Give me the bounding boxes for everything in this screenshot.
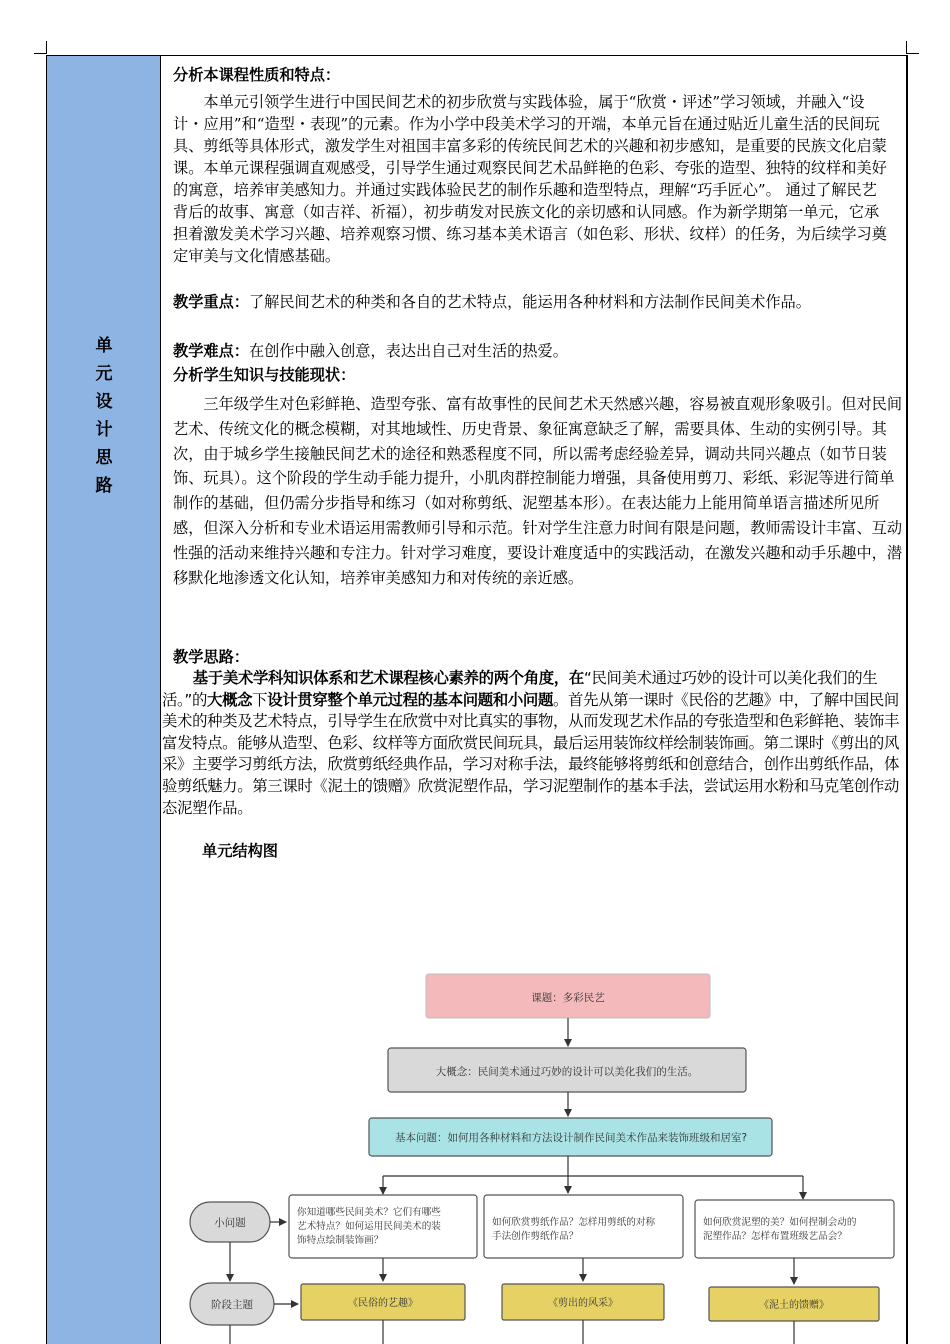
- crop-mark-right: [906, 41, 919, 54]
- small-question-label: 小问题: [214, 1217, 246, 1229]
- question-2-line-1: 如何欣赏剪纸作品？怎样用剪纸的对称: [492, 1217, 656, 1228]
- side-title-char: 计: [95, 420, 113, 440]
- question-box-3: [695, 1200, 894, 1258]
- theme-2-text: 《剪出的风采》: [548, 1298, 618, 1309]
- teaching-idea-text-2: 下: [252, 690, 268, 709]
- teaching-difficulty-text: 在创作中融入创意，表达出自己对生活的热爱。: [248, 342, 568, 360]
- question-3-line-1: 如何欣赏泥塑的美？如何捏制会动的: [703, 1217, 857, 1228]
- teaching-focus-text: 了解民间艺术的种类和各自的艺术特点，能运用各种材料和方法制作民间美术作品。: [248, 293, 811, 311]
- side-title-char: 单: [95, 336, 113, 356]
- side-title-char: 元: [95, 364, 113, 384]
- teaching-difficulty-label: 教学难点：: [173, 342, 249, 360]
- unit-design-table: [46, 55, 908, 1344]
- student-status-heading: 分析学生知识与技能现状：: [173, 366, 356, 384]
- question-1-line-1: 你知道哪些民间美术？它们有哪些: [297, 1207, 441, 1218]
- question-2-line-2: 手法创作剪纸作品？: [492, 1231, 579, 1242]
- content-cell: [162, 56, 906, 1344]
- unit-structure-label: 单元结构图: [202, 842, 278, 860]
- teaching-focus-label: 教学重点：: [173, 293, 249, 311]
- question-1-line-3: 饰特点绘制装饰画？: [297, 1235, 384, 1246]
- theme-1-text: 《民俗的艺趣》: [348, 1298, 418, 1309]
- stage-theme-label: 阶段主题: [211, 1299, 253, 1311]
- side-title: [47, 332, 161, 500]
- side-title-char: 思: [95, 448, 113, 468]
- question-1-line-2: 艺术特点？如何运用民间美术的装: [297, 1221, 441, 1232]
- teaching-idea-bold-3: 大概念: [207, 690, 253, 709]
- crop-mark-left: [34, 41, 47, 54]
- teaching-idea-text-1: “民间美术通过巧妙的设计可以美化我们的生活。”的: [162, 669, 878, 709]
- side-title-char: 路: [95, 476, 113, 496]
- teaching-difficulty: [173, 340, 568, 362]
- basic-question-text: 基本问题：如何用各种材料和方法设计制作民间美术作品来装饰班级和居室?: [394, 1132, 748, 1144]
- course-nature-body: 本单元引领学生进行中国民间艺术的初步欣赏与实践体验，属于“欣赏・评述”学习领域，并融入“设计・应用”和“造型・表现”的元素。作为小学中段美术学习的开端，本单元旨在通过贴近儿童生活的民间玩具、剪纸等具体形式，激发学生对祖国丰富多彩的传统民间艺术的兴趣和初步感知，是重要的民族文化启蒙课。本单元课程强调直观感受，引导学生通过观察民间艺术品鲜艳的色彩、夸张的造型、独特的纹样和美好的寓意，培养审美感知力。并通过实践体验民艺的制作乐趣和造型特点，理解“巧手匠心”。 通过了解民艺背后的故事、寓意（如吉祥、祈福），初步萌发对民族文化的亲切感和认同感。作为新学期第一单元，它承担着激发美术学习兴趣、培养观察习惯、练习基本美术语言（如色彩、形状、纹样）的任务，为后续学习奠定审美与文化情感基础。: [173, 93, 887, 265]
- structure-diagram-svg: [168, 914, 898, 1344]
- theme-3-text: 《泥土的馈赠》: [759, 1300, 829, 1311]
- side-title-char: 设: [95, 392, 113, 412]
- big-idea-text: 大概念：民间美术通过巧妙的设计可以美化我们的生活。: [435, 1066, 699, 1078]
- course-nature-heading: 分析本课程性质和特点：: [173, 66, 341, 84]
- unit-structure-diagram: [168, 914, 898, 1344]
- teaching-idea-text-3: 。首先从第一课时《民俗的艺趣》中，了解中国民间美术的种类及艺术特点，引导学生在欣赏中对比真实的事物，从而发现艺术作品的夸张造型和色彩鲜艳、装饰丰富发特点。能够从造型、色彩、纹样等方面欣赏民间玩具，最后运用装饰纹样绘制装饰画。第二课时《剪出的风采》主要学习剪纸方法，欣赏剪纸经典作品，学习对称手法，最终能够将剪纸和创意结合，创作出剪纸作品，体验剪纸魅力。第三课时《泥土的馈赠》欣赏泥塑作品，学习泥塑制作的基本手法，尝试运用水粉和马克笔创作动态泥塑作品。: [162, 690, 899, 817]
- topic-text: 课题：多彩民艺: [531, 992, 605, 1004]
- side-header-cell: [47, 56, 161, 1344]
- teaching-idea-bold-1: 基于美术学科知识体系和艺术课程核心素养的两个角度，: [192, 669, 569, 687]
- teaching-idea-heading: 教学思路：: [173, 648, 249, 666]
- student-status-body: 三年级学生对色彩鲜艳、造型夸张、富有故事性的民间艺术天然感兴趣，容易被直观形象吸引。但对民间艺术、传统文化的概念模糊，对其地域性、历史背景、象征寓意缺乏了解，需要具体、生动的实例引导。其次，由于城乡学生接触民间艺术的途径和熟悉程度不同，所以需考虑经验差异，调动共同兴趣点（如节日装饰、玩具）。这个阶段的学生动手能力提升，小肌肉群控制能力增强，具备使用剪刀、彩纸、彩泥等进行简单制作的基础，但仍需分步指导和练习（如对称剪纸、泥塑基本形）。在表达能力上能用简单语言描述所见所感，但深入分析和专业术语运用需教师引导和示范。针对学生注意力时间有限是问题，教师需设计丰富、互动性强的活动来维持兴趣和专注力。针对学习难度，要设计难度适中的实践活动，在激发兴趣和动手乐趣中，潜移默化地渗透文化认知，培养审美感知力和对传统的亲近感。: [173, 395, 903, 587]
- teaching-idea-body: [162, 668, 906, 819]
- teaching-idea-bold-4: 设计贯穿整个单元过程的基本问题和小问题: [267, 690, 553, 709]
- question-3-line-2: 泥塑作品？怎样布置班级艺品会？: [703, 1231, 847, 1242]
- teaching-idea-bold-2: 在: [568, 669, 584, 687]
- teaching-focus: [173, 291, 895, 313]
